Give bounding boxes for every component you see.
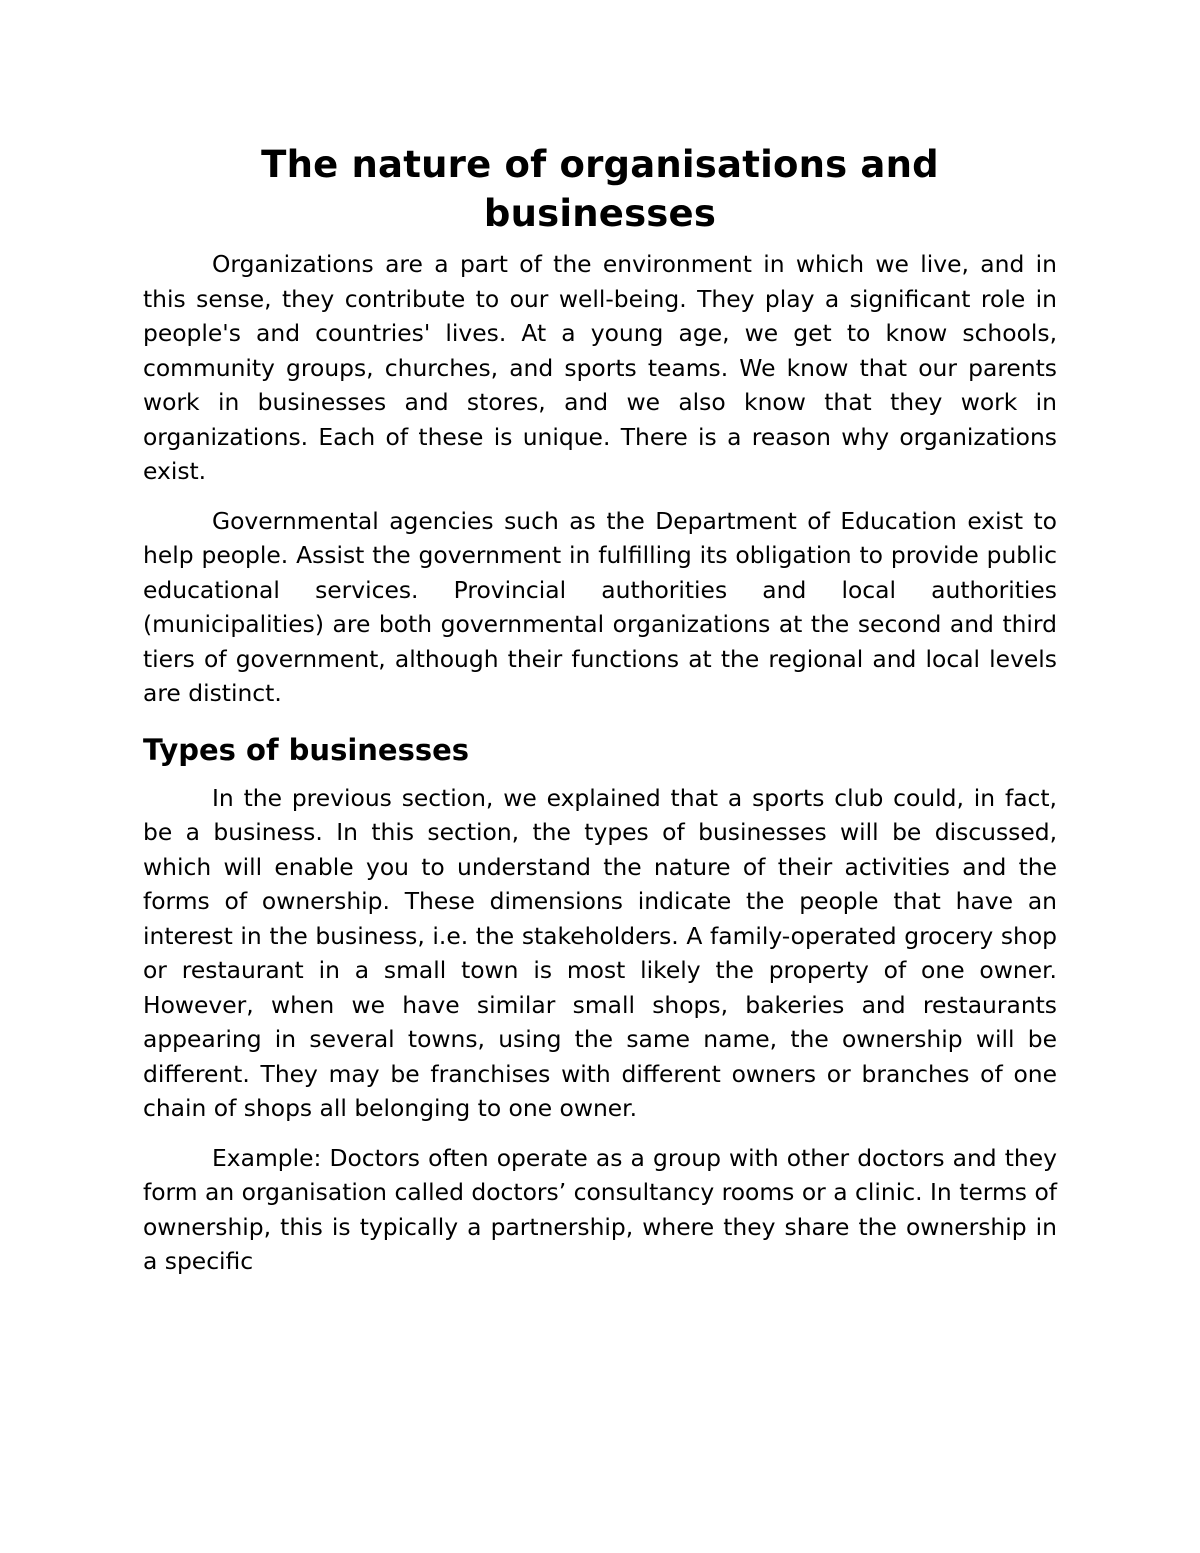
paragraph-previous-section: In the previous section, we explained that a sports club could, in fact, be a business. In this section, the types of businesses will be discussed, which will enable you to understand the nature of their activities and the forms of ownership. These dimensions indicate the people that have an interest in the business, i.e. the stakeholders. A family-operated grocery shop or restaurant in a small town is most likely the property of one owner. However, when we have similar small shops, bakeries and restaurants appearing in several towns, using the same name, the ownership will be different. They may be franchises with different owners or branches of one chain of shops all belonging to one owner. (143, 783, 1057, 1122)
paragraph-governmental-agencies: Governmental agencies such as the Department of Education exist to help people. Assist the government in fulfilling its obligation to provide public educational services. Provincial authorities and local authorities (municipalities) are both governmental organizations at the second and third tiers of government, although their functions at the regional and local levels are distinct. (143, 506, 1057, 707)
paragraph-organizations: Organizations are a part of the environment in which we live, and in this sense, they contribute to our well-being. They play a significant role in people's and countries' lives. At a young age, we get to know schools, community groups, churches, and sports teams. We know that our parents work in businesses and stores, and we also know that they work in organizations. Each of these is unique. There is a reason why organizations exist. (143, 250, 1057, 485)
section-heading-types-of-businesses: Types of businesses (143, 732, 470, 767)
document-page (143, 140, 1057, 1279)
paragraph-example-doctors: Example: Doctors often operate as a group with other doctors and they form an organisation called doctors’ consultancy rooms or a clinic. In terms of ownership, this is typically a partnership, where they share the ownership in a specific (143, 1143, 1057, 1275)
document-title: The nature of organisations and businesses (261, 143, 939, 235)
